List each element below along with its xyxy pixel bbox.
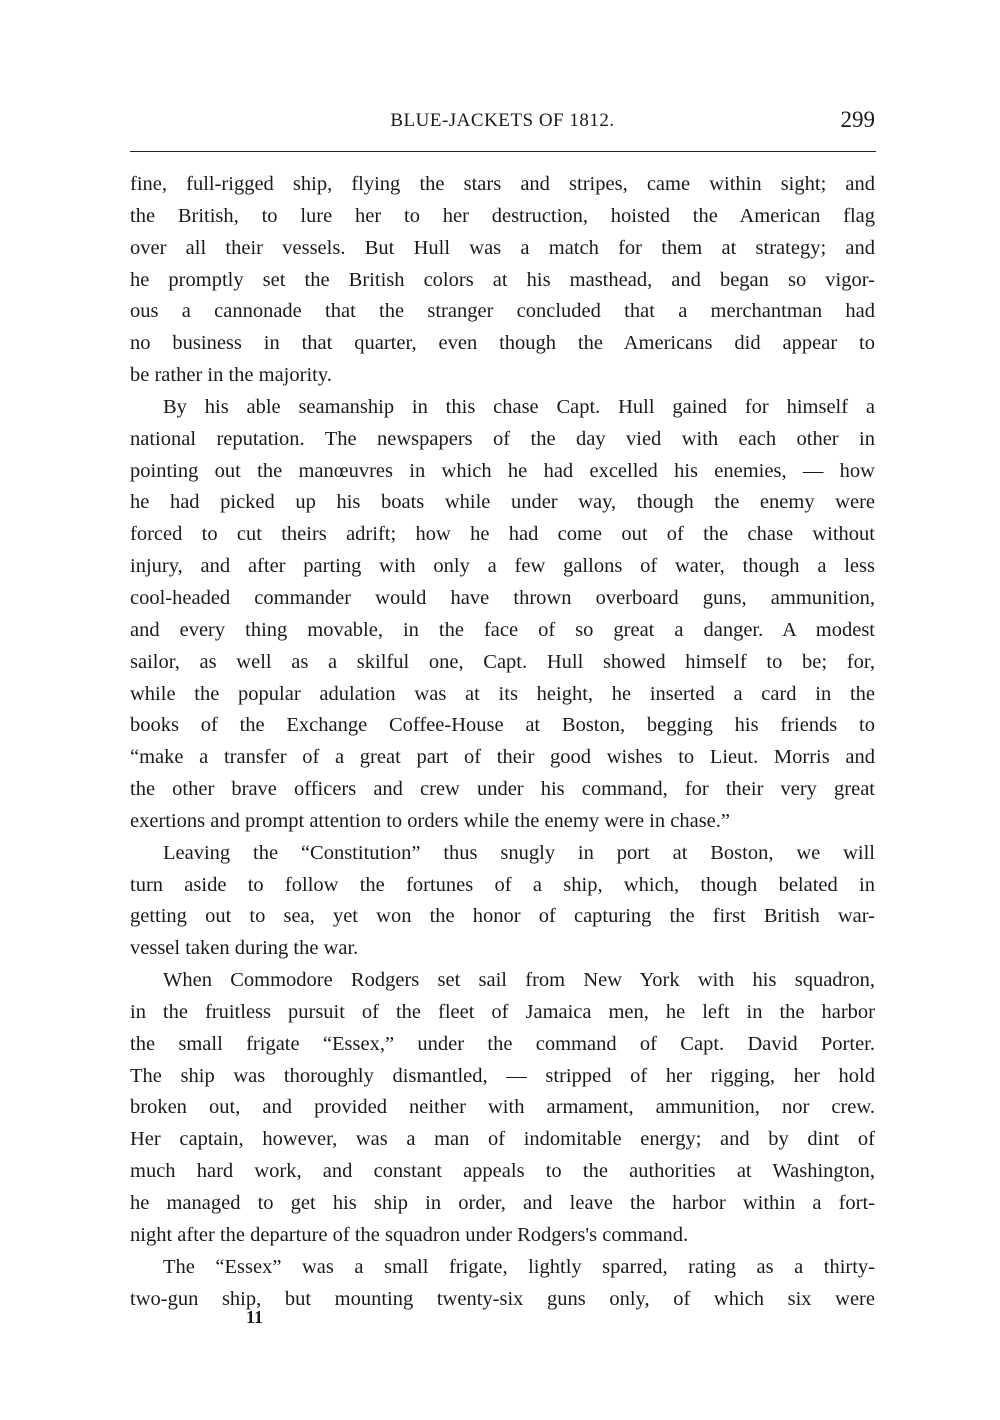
- paragraph-first-line: By his able seamanship in this chase Capt. Hull gained for himself a: [163, 395, 875, 418]
- text-line: books of the Exchange Coffee-House at Boston, begging his friends to: [130, 714, 875, 737]
- text-line: forced to cut theirs adrift; how he had come out of the chase without: [130, 523, 875, 546]
- text-line: and every thing movable, in the face of so great a danger. A modest: [130, 618, 875, 641]
- text-line: he had picked up his boats while under way, though the enemy were: [130, 491, 875, 514]
- text-line: injury, and after parting with only a few gallons of water, though a less: [130, 555, 875, 578]
- text-line: national reputation. The newspapers of the day vied with each other in: [130, 427, 875, 450]
- text-line: “make a transfer of a great part of their good wishes to Lieut. Morris and: [130, 746, 875, 769]
- paragraph-first-line: Leaving the “Constitution” thus snugly in port at Boston, we will: [163, 841, 875, 864]
- signature-mark: 11: [246, 1307, 264, 1327]
- text-line: no business in that quarter, even though the Americans did appear to: [130, 332, 875, 355]
- text-line: pointing out the manœuvres in which he had excelled his enemies, — how: [130, 459, 875, 482]
- page-number: 299: [840, 107, 875, 132]
- text-line: ous a cannonade that the stranger concluded that a merchantman had: [130, 300, 875, 323]
- text-line: The ship was thoroughly dismantled, — stripped of her rigging, her hold: [130, 1064, 875, 1087]
- text-line: broken out, and provided neither with armament, ammunition, nor crew.: [130, 1096, 875, 1119]
- text-line: much hard work, and constant appeals to the authorities at Washington,: [130, 1160, 875, 1183]
- text-line: getting out to sea, yet won the honor of capturing the first British war-: [130, 905, 875, 928]
- text-line: sailor, as well as a skilful one, Capt. Hull showed himself to be; for,: [130, 650, 875, 673]
- text-line: the British, to lure her to her destruction, hoisted the American flag: [130, 204, 875, 227]
- header-rule: [130, 151, 876, 152]
- text-line: exertions and prompt attention to orders while the enemy were in chase.”: [130, 809, 730, 832]
- text-line: be rather in the majority.: [130, 364, 332, 387]
- text-line: two-gun ship, but mounting twenty-six guns only, of which six were: [130, 1287, 875, 1310]
- text-line: he promptly set the British colors at his masthead, and began so vigor-: [130, 268, 875, 291]
- text-line: cool-headed commander would have thrown overboard guns, ammunition,: [130, 586, 875, 609]
- text-line: while the popular adulation was at its height, he inserted a card in the: [130, 682, 875, 705]
- text-line: vessel taken during the war.: [130, 937, 359, 960]
- running-header: [130, 106, 875, 136]
- text-line: turn aside to follow the fortunes of a ship, which, though belated in: [130, 873, 875, 896]
- paragraph-first-line: The “Essex” was a small frigate, lightly sparred, rating as a thirty-: [163, 1255, 875, 1278]
- body-text: [130, 169, 875, 1315]
- paragraph-first-line: When Commodore Rodgers set sail from New York with his squadron,: [163, 969, 875, 992]
- text-line: he managed to get his ship in order, and leave the harbor within a fort-: [130, 1192, 875, 1214]
- text-line: the small frigate “Essex,” under the command of Capt. David Porter.: [130, 1032, 875, 1055]
- text-line: Her captain, however, was a man of indomitable energy; and by dint of: [130, 1128, 875, 1151]
- text-line: over all their vessels. But Hull was a match for them at strategy; and: [130, 236, 875, 259]
- text-line: night after the departure of the squadron under Rodgers's command.: [130, 1223, 689, 1246]
- text-line: fine, full-rigged ship, flying the stars and stripes, came within sight; and: [130, 173, 875, 195]
- text-line: in the fruitless pursuit of the fleet of Jamaica men, he left in the harbor: [130, 1000, 875, 1023]
- text-line: the other brave officers and crew under his command, for their very great: [130, 778, 875, 801]
- running-title: BLUE-JACKETS OF 1812.: [390, 110, 615, 131]
